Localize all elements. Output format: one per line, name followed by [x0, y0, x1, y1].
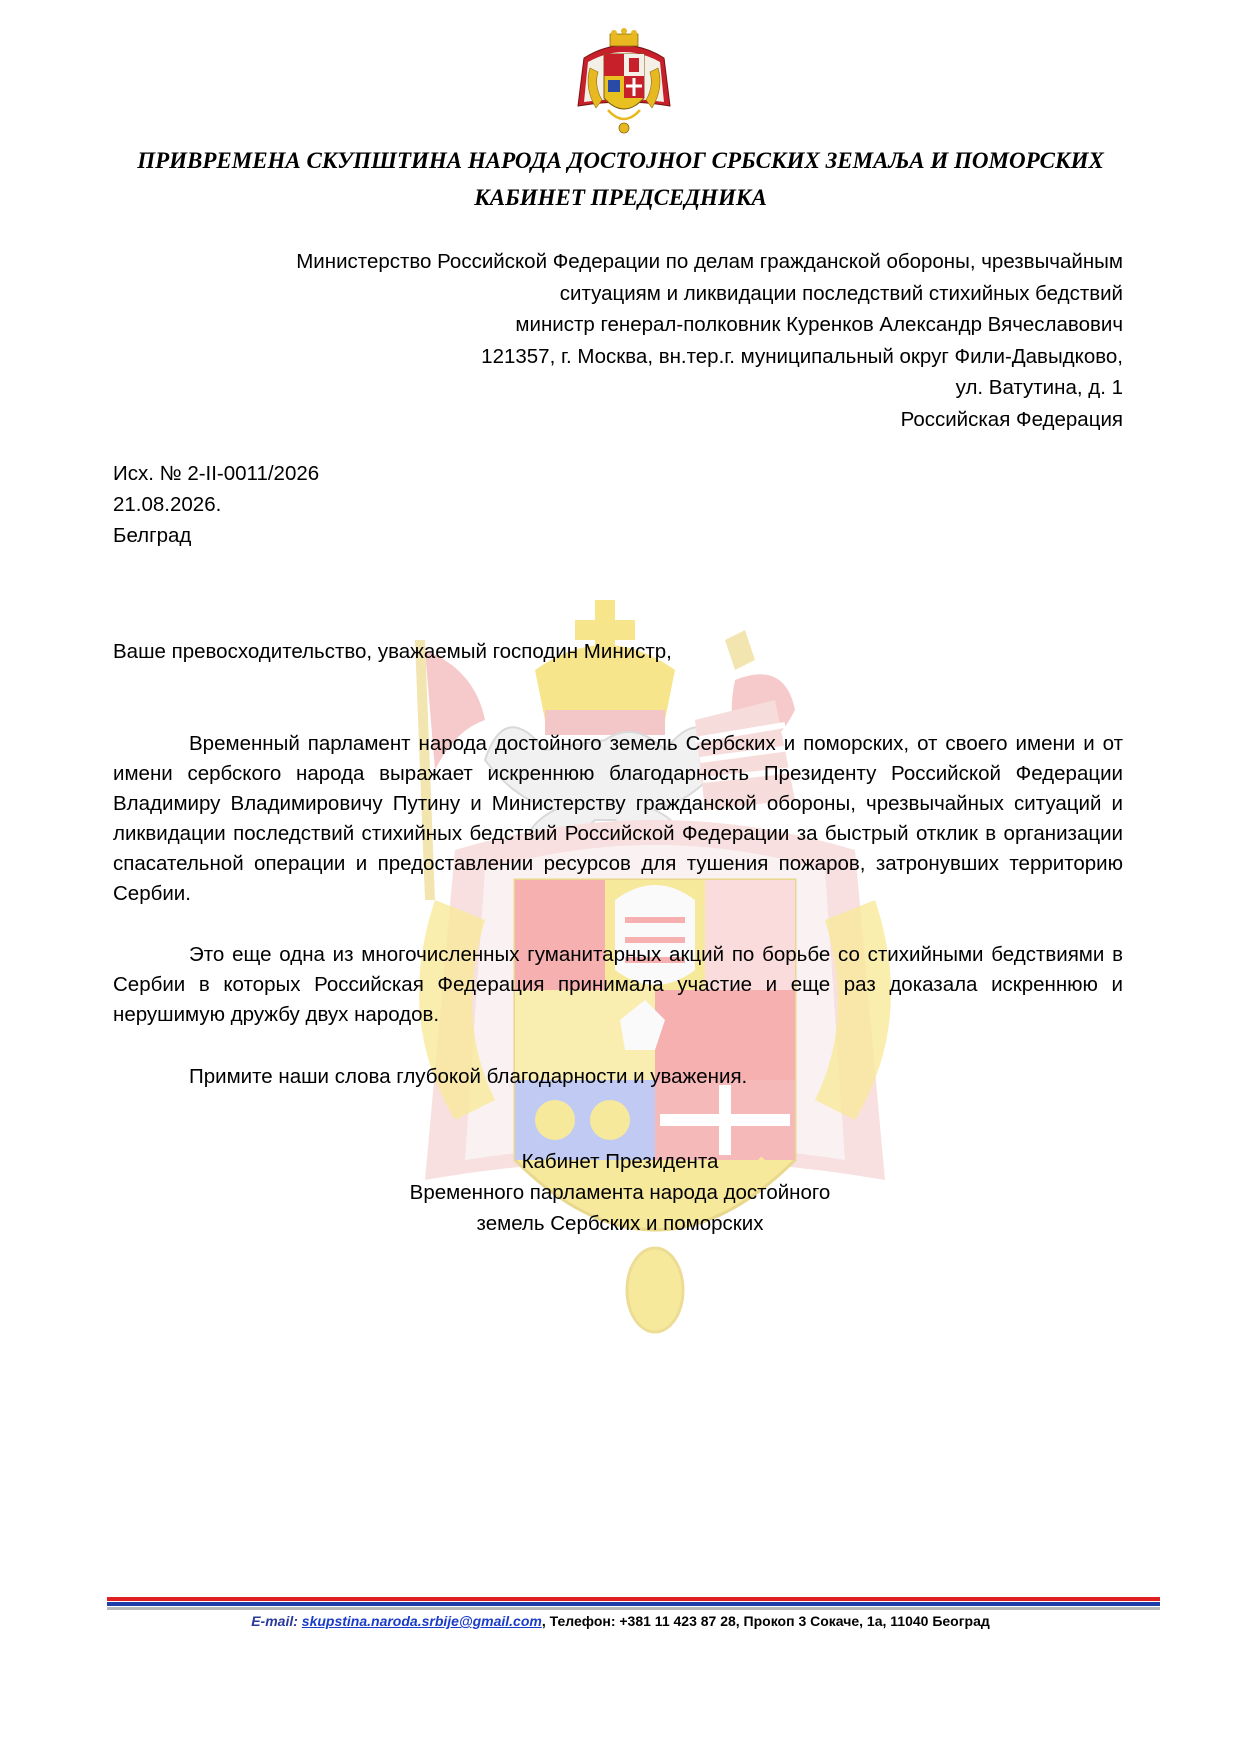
body-paragraph: Это еще одна из многочисленных гуманитарных акций по борьбе со стихийными бедствиями в Сербии в которых Российская Федерация принимала участие и еще раз доказала искреннюю и нерушимую дружбу двух народов. — [113, 943, 1123, 1026]
email-link[interactable]: skupstina.naroda.srbije@gmail.com — [301, 1613, 542, 1629]
organization-title: ПРИВРЕМЕНА СКУПШТИНА НАРОДА ДОСТОЈНОГ СРБСКИХ ЗЕМАЉА И ПОМОРСКИХ — [137, 148, 1104, 173]
footer-divider-red — [107, 1597, 1160, 1601]
email-label: E-mail: — [251, 1613, 302, 1629]
signature-line: Кабинет Президента — [521, 1150, 719, 1173]
coat-of-arms-icon — [574, 28, 674, 136]
reference-number: Исх. № 2-II-0011/2026 — [113, 462, 320, 485]
letter-date: 21.08.2026. — [113, 493, 222, 516]
recipient-line: ситуациям и ликвидации последствий стихийных бедствий — [559, 281, 1123, 305]
signature-line: земель Сербских и поморских — [476, 1212, 764, 1235]
salutation: Ваше превосходительство, уважаемый господин Министр, — [113, 640, 672, 663]
cabinet-title: КАБИНЕТ ПРЕДСЕДНИКА — [474, 185, 767, 210]
footer-divider-gray — [107, 1607, 1160, 1610]
recipient-line: ул. Ватутина, д. 1 — [955, 376, 1123, 399]
footer-divider-blue — [107, 1602, 1160, 1606]
recipient-address-block — [143, 246, 1123, 435]
recipient-line: 121357, г. Москва, вн.тер.г. муниципальный округ Фили-Давыдково, — [481, 344, 1123, 368]
letter-city: Белград — [113, 524, 192, 547]
closing-paragraph: Примите наши слова глубокой благодарности и уважения. — [189, 1065, 748, 1088]
reference-block — [113, 458, 319, 551]
signature-line: Временного парламента народа достойного — [409, 1181, 831, 1204]
footer-contacts — [0, 1613, 1241, 1629]
recipient-line: Российская Федерация — [900, 407, 1123, 431]
signature-block — [360, 1146, 880, 1239]
footer-contact-details: , Телефон: +381 11 423 87 28, Прокоп 3 Сокаче, 1а, 11040 Београд — [541, 1613, 990, 1629]
body-paragraph: Временный парламент народа достойного земель Сербских и поморских, от своего имени и от имени сербского народа выражает искреннюю благодарность Президенту Российской Федерации Владимиру Владимировичу Путину и Министерству гражданской обороны, чрезвычайных ситуаций и ликвидации последствий стихийных бедствий Российской Федерации за быстрый отклик в организации спасательной операции и предоставлении ресурсов для тушения пожаров, затронувших территорию Сербии. — [113, 732, 1123, 905]
recipient-line: Министерство Российской Федерации по делам гражданской обороны, чрезвычайным — [296, 250, 1123, 273]
recipient-line: министр генерал-полковник Куренков Александр Вячеславович — [515, 313, 1123, 336]
